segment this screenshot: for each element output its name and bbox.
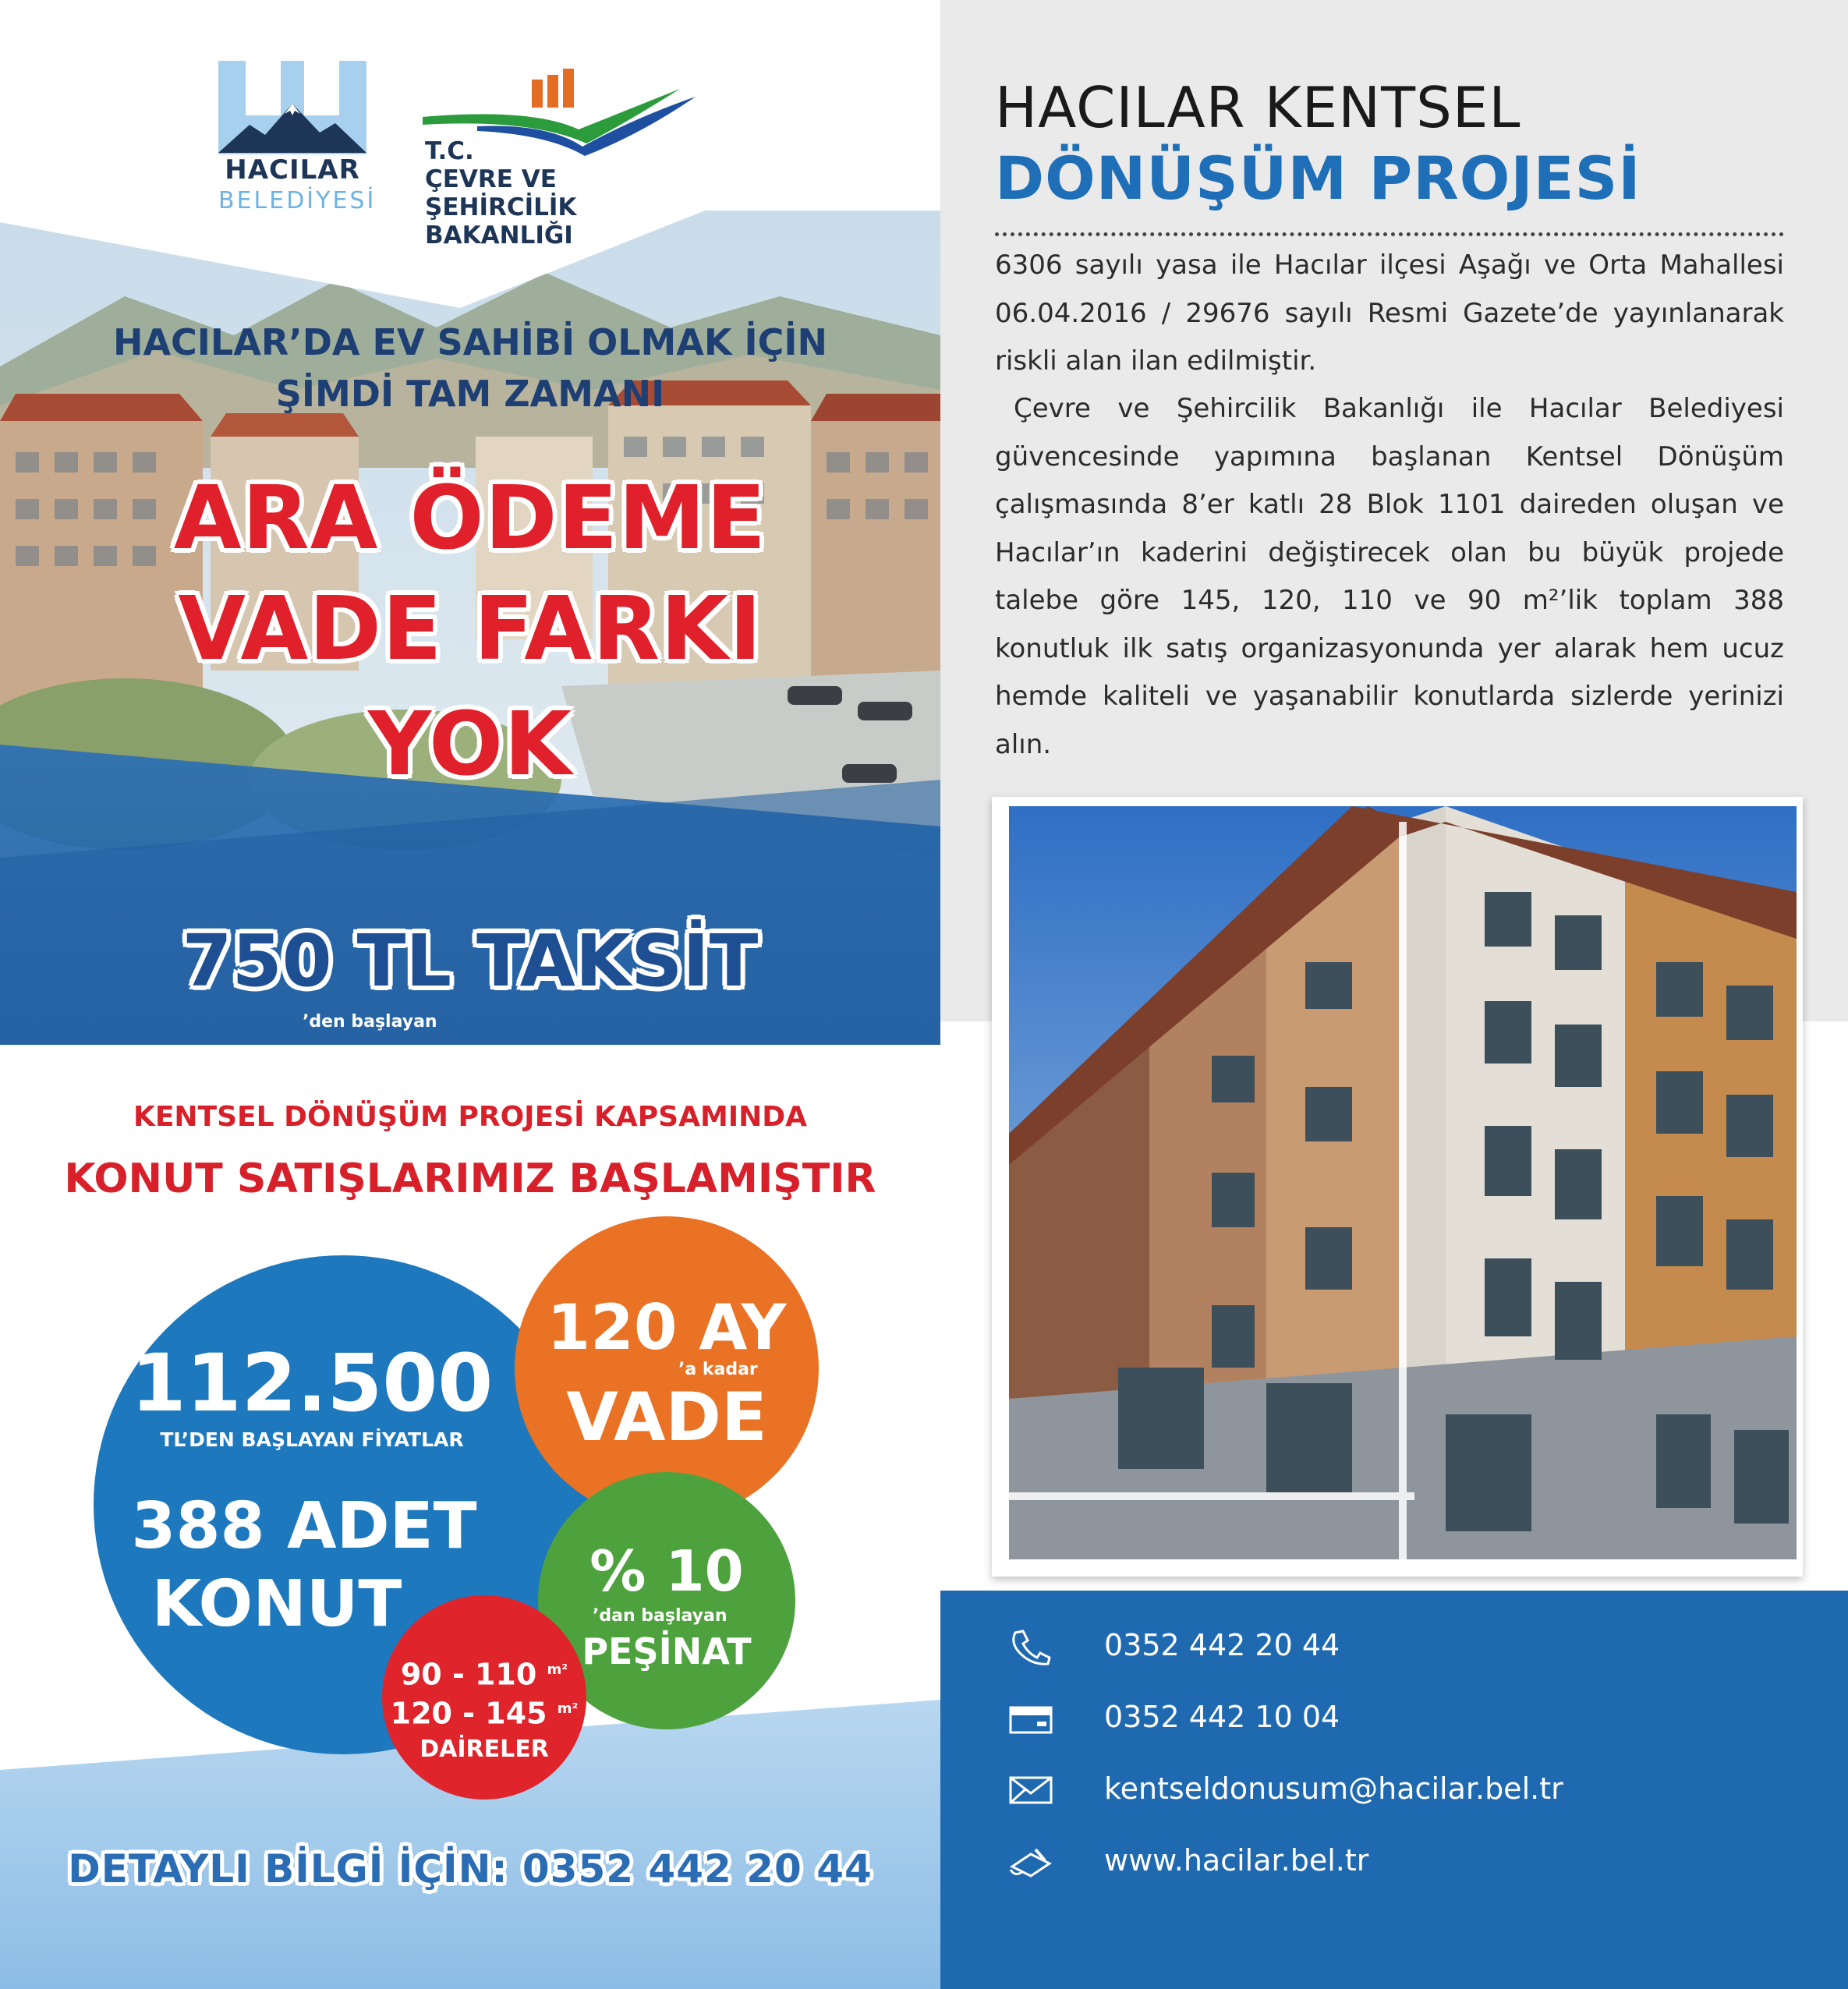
sizes-range-2: 120 - 145 [390, 1696, 547, 1731]
term-value: 120 AY [547, 1291, 787, 1364]
downpayment-value: % 10 [589, 1538, 744, 1604]
units-line-2: KONUT [151, 1567, 402, 1641]
article-title-line-1: HACILAR KENTSEL [995, 75, 1521, 140]
price-caption: TL’DEN BAŞLAYAN FİYATLAR [160, 1428, 464, 1451]
term-label: VADE [566, 1378, 767, 1456]
sizes-range-1: 90 - 110 [400, 1657, 537, 1692]
mail-icon [1007, 1771, 1054, 1809]
municipality-name: HACILAR [225, 154, 360, 186]
fax-icon [1007, 1700, 1054, 1737]
offer-line-2: VADE FARKI [178, 579, 763, 680]
contact-phone[interactable] [1007, 1623, 1709, 1670]
installment-suffix: ’den başlayan [303, 1012, 437, 1032]
contact-email[interactable] [1007, 1767, 1709, 1814]
contact-web[interactable] [1007, 1839, 1709, 1885]
sizes-line-2 [384, 1692, 585, 1731]
sizes-unit-1: m² [547, 1662, 568, 1678]
contact-email-text: kentseldonusum@hacilar.bel.tr [1104, 1771, 1563, 1806]
downpayment-label: PEŞİNAT [582, 1630, 752, 1672]
units-line-1: 388 ADET [131, 1489, 477, 1563]
info-phone-line: DETAYLI BİLGİ İÇİN: 0352 442 20 44 [68, 1846, 873, 1892]
sizes-unit-2: m² [557, 1701, 579, 1717]
sizes-label: DAİRELER [420, 1736, 549, 1763]
web-icon [1007, 1843, 1054, 1881]
ministry-line-name: ÇEVRE VE ŞEHİRCİLİK [425, 165, 577, 221]
installment-headline: 750 TL TAKSİT [182, 919, 759, 1003]
info-panel [940, 0, 1848, 1989]
building-photo-frame [992, 797, 1803, 1577]
ministry-line-bakanlik: BAKANLIĞI [425, 221, 573, 250]
sizes-line-1 [384, 1653, 585, 1692]
logo-row [218, 61, 702, 250]
article-paragraph-1: 6306 sayılı yasa ile Hacılar ilçesi Aşağı ve Orta Mahallesi 06.04.2016 / 29676 sayılı Resmi Gazete’de yayınlanarak riskli alan ilan edilmiştir. [995, 250, 1784, 377]
offer-line-1: ARA ÖDEME [173, 468, 767, 569]
sales-line-2: KONUT SATIŞLARIMIZ BAŞLAMIŞTIR [64, 1156, 876, 1202]
contact-fax-text: 0352 442 10 04 [1104, 1700, 1340, 1734]
article-paragraph-2: Çevre ve Şehircilik Bakanlığı ile Hacılar Belediyesi güvencesinde yapımına başlanan Kentsel Dönüşüm çalışmasında 8’er katlı 28 Blok 1101 daireden oluşan ve Hacılar’ın kaderini değiştirecek olan bu büyük projede talebe göre 145, 120, 110 ve 90 m²’lik toplam 388 konutluk ilk satış organizasyonunda yer alarak hem ucuz hemde kaliteli ve yaşanabilir konutlarda sizlerde yerinizi alın. [995, 393, 1784, 760]
ministry-line-tc: T.C. [425, 137, 474, 165]
contact-fax[interactable] [1007, 1695, 1709, 1742]
price-value: 112.500 [130, 1337, 494, 1430]
building-photo [1009, 806, 1797, 1559]
municipality-subtitle: BELEDİYESİ [218, 187, 377, 214]
ministry-name [425, 137, 702, 250]
dotted-divider [995, 232, 1784, 236]
headline-line-2: ŞİMDİ TAM ZAMANI [275, 373, 665, 415]
phone-icon [1007, 1628, 1054, 1665]
offer-line-3: YOK [367, 694, 573, 795]
article-title-line-2: DÖNÜŞÜM PROJESİ [995, 143, 1641, 213]
sales-line-1: KENTSEL DÖNÜŞÜM PROJESİ KAPSAMINDA [133, 1101, 808, 1133]
contact-web-text: www.hacilar.bel.tr [1104, 1843, 1369, 1878]
headline-line-1: HACILAR’DA EV SAHİBİ OLMAK İÇİN [112, 321, 828, 363]
term-suffix: ’a kadar [678, 1360, 758, 1379]
downpayment-suffix: ’dan başlayan [593, 1606, 728, 1626]
contact-phone-text: 0352 442 20 44 [1104, 1628, 1340, 1662]
